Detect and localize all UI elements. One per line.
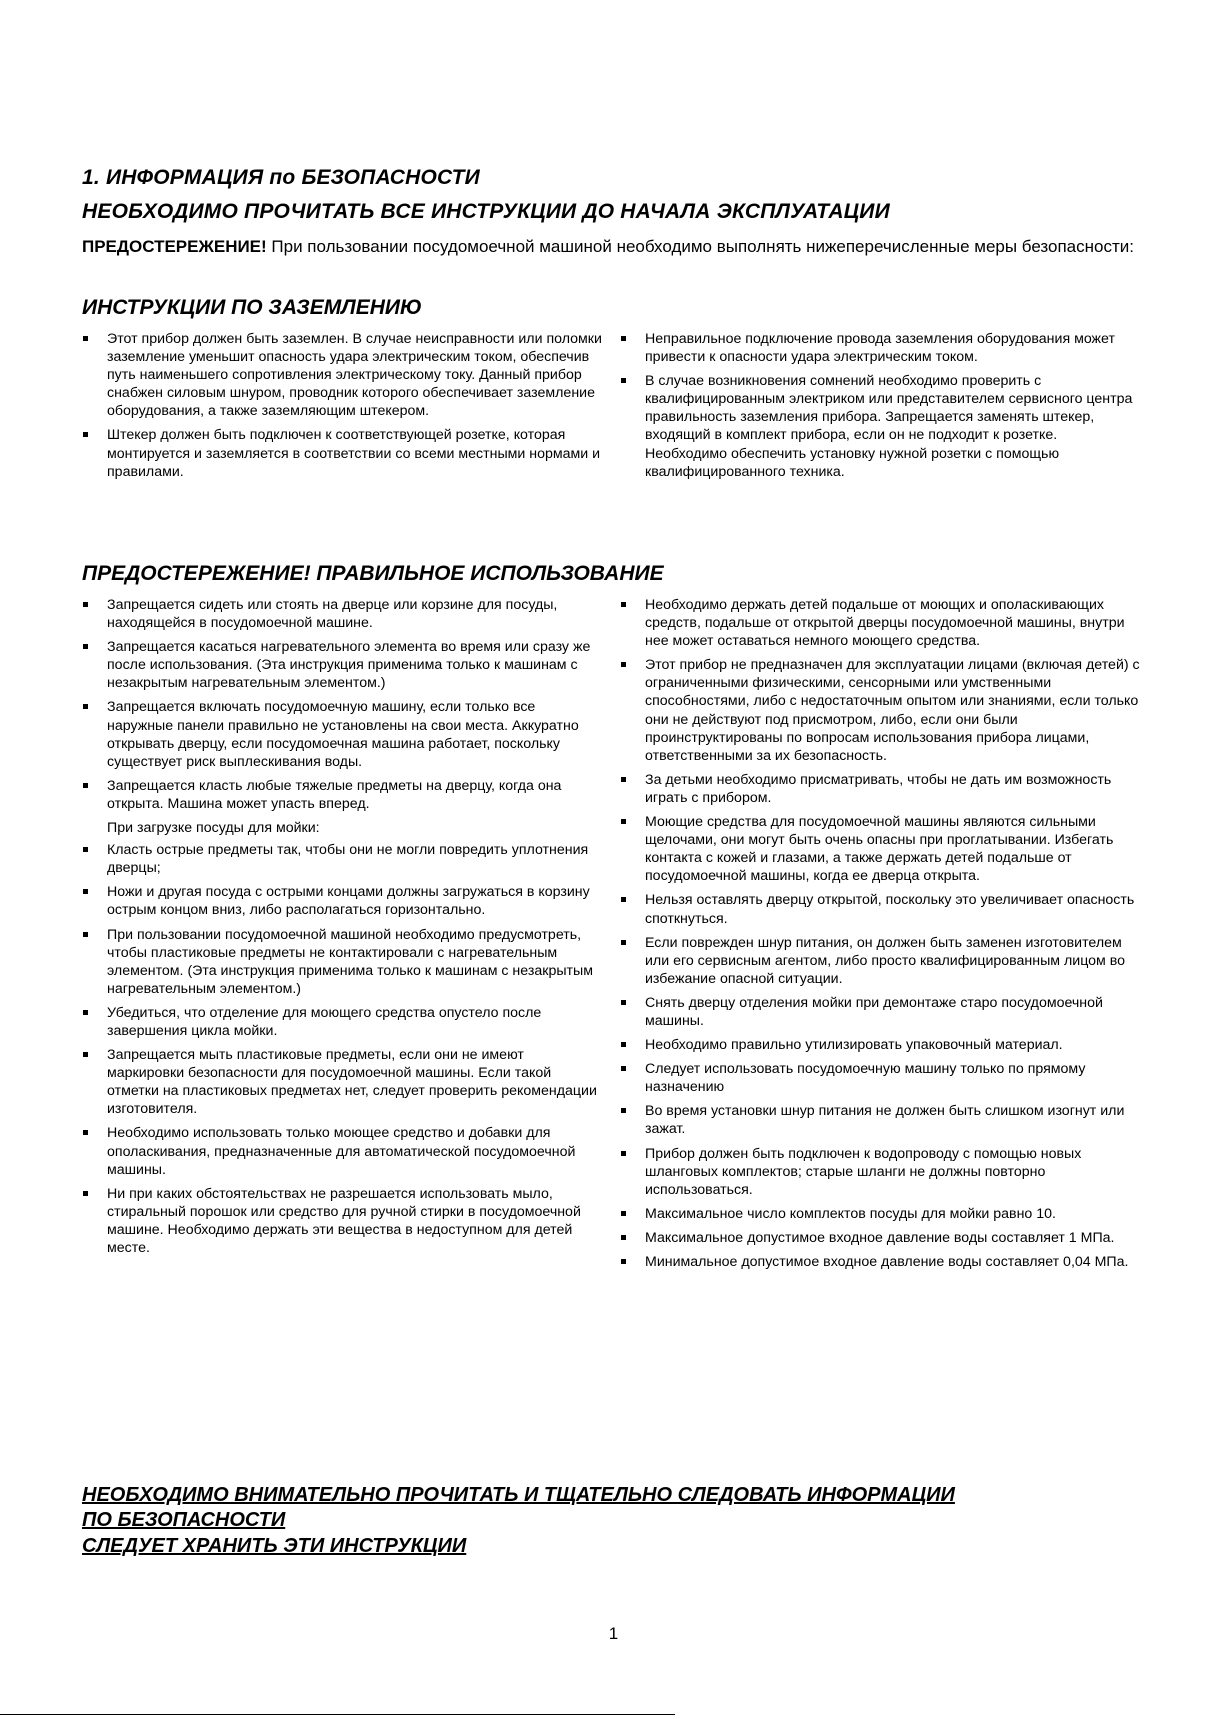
list-item: Максимальное число комплектов посуды для мойки равно 10. <box>620 1205 1140 1223</box>
list-item: Моющие средства для посудомоечной машины являются сильными щелочами, они могут быть очень опасны при проглатывании. Избегать контакта с кожей и глазами, а также держать детей подальше от посудомоечной машины, когда ее дверца открыта. <box>620 813 1140 885</box>
safety-notice-continued: ПО БЕЗОПАСНОСТИ <box>82 1509 286 1531</box>
grounding-right-list <box>620 330 1135 487</box>
list-item: При пользовании посудомоечной машиной необходимо предусмотреть, чтобы пластиковые предметы не контактировали с нагревательным элементом. (Эта инструкция применима только к машинам с незакрытым нагревательным элементом.) <box>82 926 604 998</box>
list-item: Запрещается класть любые тяжелые предметы на дверцу, когда она открыта. Машина может упасть вперед. <box>82 777 604 813</box>
list-item: Во время установки шнур питания не должен быть слишком изогнут или зажат. <box>620 1102 1140 1138</box>
grounding-heading: ИНСТРУКЦИИ ПО ЗАЗЕМЛЕНИЮ <box>82 296 422 319</box>
list-item: За детьми необходимо присматривать, чтобы не дать им возможность играть с прибором. <box>620 771 1140 807</box>
list-item: В случае возникновения сомнений необходимо проверить с квалифицированным электриком или представителем сервисного центра правильность заземления прибора. Запрещается заменять штекер, входящий в комплект прибора, если он не подходит к розетке. Необходимо обеспечить установку нужной розетки с помощью квалифицированного техника. <box>620 372 1135 481</box>
list-item: Снять дверцу отделения мойки при демонтаже старо посудомоечной машины. <box>620 994 1140 1030</box>
list-item: Минимальное допустимое входное давление воды составляет 0,04 МПа. <box>620 1253 1140 1271</box>
grounding-left-list <box>82 330 602 487</box>
list-item: Этот прибор должен быть заземлен. В случае неисправности или поломки заземление уменьшит опасность удара электрическим током, обеспечив путь наименьшего сопротивления электрическому току. Данный прибор снабжен силовым шнуром, проводник которого обеспечивает заземление оборудования, а также заземляющим штекером. <box>82 330 602 420</box>
list-item: Необходимо использовать только моющее средство и добавки для ополаскивания, предназначенные для автоматической посудомоечной машины. <box>82 1124 604 1178</box>
list-subheading: При загрузке посуды для мойки: <box>107 820 320 837</box>
list-item: Если поврежден шнур питания, он должен быть заменен изготовителем или его сервисным агентом, либо просто квалифицированным лицом во избежание опасной ситуации. <box>620 934 1140 988</box>
list-item: Штекер должен быть подключен к соответствующей розетке, которая монтируется и заземляется в соответствии со всеми местными нормами и правилами. <box>82 426 602 480</box>
usage-right-list <box>620 596 1140 1277</box>
keep-instructions-notice: СЛЕДУЕТ ХРАНИТЬ ЭТИ ИНСТРУКЦИИ <box>82 1535 467 1557</box>
list-item: Этот прибор не предназначен для эксплуатации лицами (включая детей) с ограниченными физическими, сенсорными или умственными способностями, либо с недостаточным опытом или знаниями, если только они не действуют под присмотром, либо, если они были проинструктированы по вопросам использования прибора лицами, ответственными за их безопасность. <box>620 656 1140 765</box>
list-item: Максимальное допустимое входное давление воды составляет 1 МПа. <box>620 1229 1140 1247</box>
list-item: Запрещается включать посудомоечную машину, если только все наружные панели правильно не установлены на свои места. Аккуратно открывать дверцу, если посудомоечная машина работает, поскольку существует риск выплескивания воды. <box>82 698 604 770</box>
read-and-follow-notice: НЕОБХОДИМО ВНИМАТЕЛЬНО ПРОЧИТАТЬ И ТЩАТЕЛЬНО СЛЕДОВАТЬ ИНФОРМАЦИИ <box>82 1484 955 1506</box>
warning-text: При пользовании посудомоечной машиной необходимо выполнять нижеперечисленные меры безопасности: <box>266 237 1134 256</box>
page-number: 1 <box>608 1624 619 1643</box>
warning-label: ПРЕДОСТЕРЕЖЕНИЕ! <box>82 237 267 256</box>
list-item: Следует использовать посудомоечную машину только по прямому назначению <box>620 1060 1140 1096</box>
section-title: 1. ИНФОРМАЦИЯ по БЕЗОПАСНОСТИ <box>82 166 480 189</box>
list-item: Необходимо правильно утилизировать упаковочный материал. <box>620 1036 1140 1054</box>
list-item: Убедиться, что отделение для моющего средства опустело после завершения цикла мойки. <box>82 1004 604 1040</box>
list-item: Запрещается сидеть или стоять на дверце или корзине для посуды, находящейся в посудомоечной машине. <box>82 596 604 632</box>
list-item: Класть острые предметы так, чтобы они не могли повредить уплотнения дверцы; <box>82 841 604 877</box>
warning-intro <box>82 237 1142 257</box>
list-item: Необходимо держать детей подальше от моющих и ополаскивающих средств, подальше от открытой дверцы посудомоечной машины, внутри нее может оставаться немного моющего средства. <box>620 596 1140 650</box>
list-item: Ножи и другая посуда с острыми концами должны загружаться в корзину острым концом вниз, либо располагаться горизонтально. <box>82 883 604 919</box>
list-item: Прибор должен быть подключен к водопроводу с помощью новых шланговых комплектов; старые шланги не должны повторно использоваться. <box>620 1145 1140 1199</box>
read-all-instructions-heading: НЕОБХОДИМО ПРОЧИТАТЬ ВСЕ ИНСТРУКЦИИ ДО НАЧАЛА ЭКСПЛУАТАЦИИ <box>82 200 890 223</box>
list-item: Ни при каких обстоятельствах не разрешается использовать мыло, стиральный порошок или средство для ручной стирки в посудомоечной машине. Необходимо держать эти вещества в недоступном для детей месте. <box>82 1185 604 1257</box>
list-item: Запрещается мыть пластиковые предметы, если они не имеют маркировки безопасности для посудомоечной машины. Если такой отметки на пластиковых предметах нет, следует проверить рекомендации изготовителя. <box>82 1046 604 1118</box>
list-item: Неправильное подключение провода заземления оборудования может привести к опасности удара электрическим током. <box>620 330 1135 366</box>
footer-rule <box>0 1714 675 1715</box>
list-item: Запрещается касаться нагревательного элемента во время или сразу же после использования. (Эта инструкция применима только к машинам с незакрытым нагревательным элементом.) <box>82 638 604 692</box>
correct-usage-heading: ПРЕДОСТЕРЕЖЕНИЕ! ПРАВИЛЬНОЕ ИСПОЛЬЗОВАНИЕ <box>82 562 664 585</box>
list-item: Нельзя оставлять дверцу открытой, поскольку это увеличивает опасность споткнуться. <box>620 891 1140 927</box>
usage-left-list <box>82 596 604 1263</box>
